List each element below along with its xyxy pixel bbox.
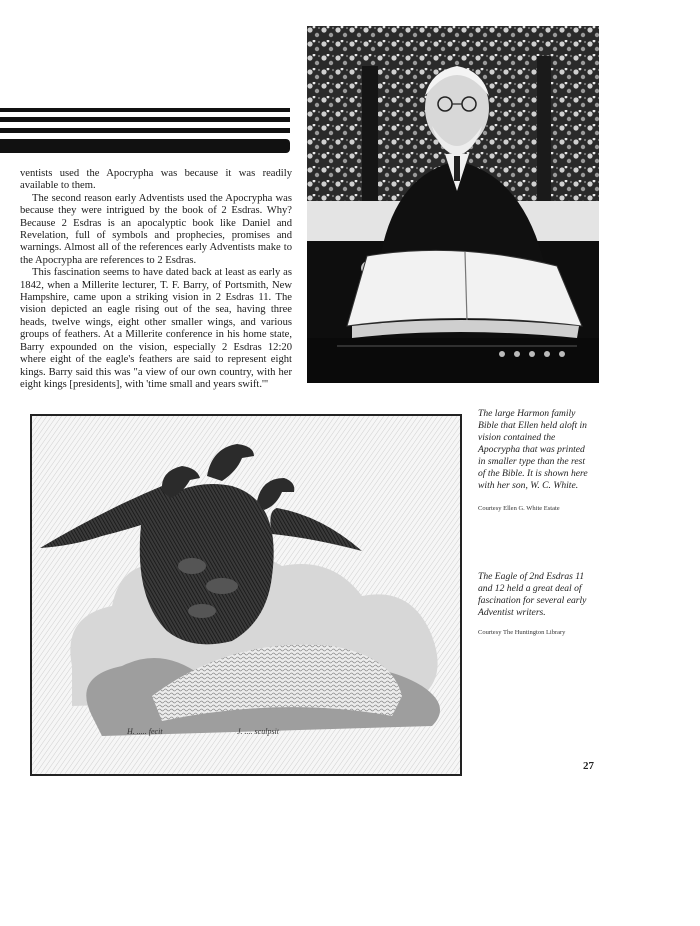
photo-caption: The large Harmon family Bible that Ellen held aloft in vision contained the Apocrypha that was printed in smaller type than the rest of the Bible. It is shown here with her son, W. C. White. xyxy=(478,408,588,491)
engraving-signature-left: H. ..... fecit xyxy=(127,727,163,736)
header-rule-4 xyxy=(0,139,290,153)
engraving-signature-right: J. .... sculpsit xyxy=(237,727,279,736)
engraving-caption: The Eagle of 2nd Esdras 11 and 12 held a great deal of fascination for several early Adventist writers. xyxy=(478,571,587,618)
engraving-eagle xyxy=(30,414,462,776)
photo-credit: Courtesy Ellen G. White Estate xyxy=(478,505,560,512)
paragraph-1: ventists used the Apocrypha was because it was readily available to them. xyxy=(20,168,292,192)
engraving-credit: Courtesy The Huntington Library xyxy=(478,629,566,636)
paragraph-2: The second reason early Adventists used the Apocrypha was because they were intrigued by the book of 2 Esdras. Why? Because 2 Esdras is an apocalyptic book like Daniel and Revelation, full of symbols and prophecies, promises and warnings. Almost all of the references early Adventists make to the Apocrypha are references to 2 Esdras. xyxy=(20,192,292,266)
header-rule-3 xyxy=(0,128,290,133)
page-number: 27 xyxy=(583,760,594,772)
header-rule-2 xyxy=(0,117,290,122)
photo-illustration xyxy=(307,26,599,383)
article-body xyxy=(20,168,292,391)
photo-wc-white-bible xyxy=(307,26,599,383)
header-rule-1 xyxy=(0,108,290,112)
eagle-illustration xyxy=(32,416,460,774)
paragraph-3: This fascination seems to have dated back at least as early as 1842, when a Millerite lecturer, T. F. Barry, of Portsmith, New Hampshire, came upon a striking vision in 2 Esdras 11. The vision depicted an eagle rising out of the sea, having three heads, twelve wings, eight other smaller wings, and various groups of feathers. At a Millerite conference in his home state, Barry expounded on the vision, especially 2 Esdras 12:20 where eight of the eagle's feathers are said to represent eight kings. Barry said this was "a view of our own country, with her eight kings [presidents], with 'time small and years swift.'" xyxy=(20,267,292,390)
